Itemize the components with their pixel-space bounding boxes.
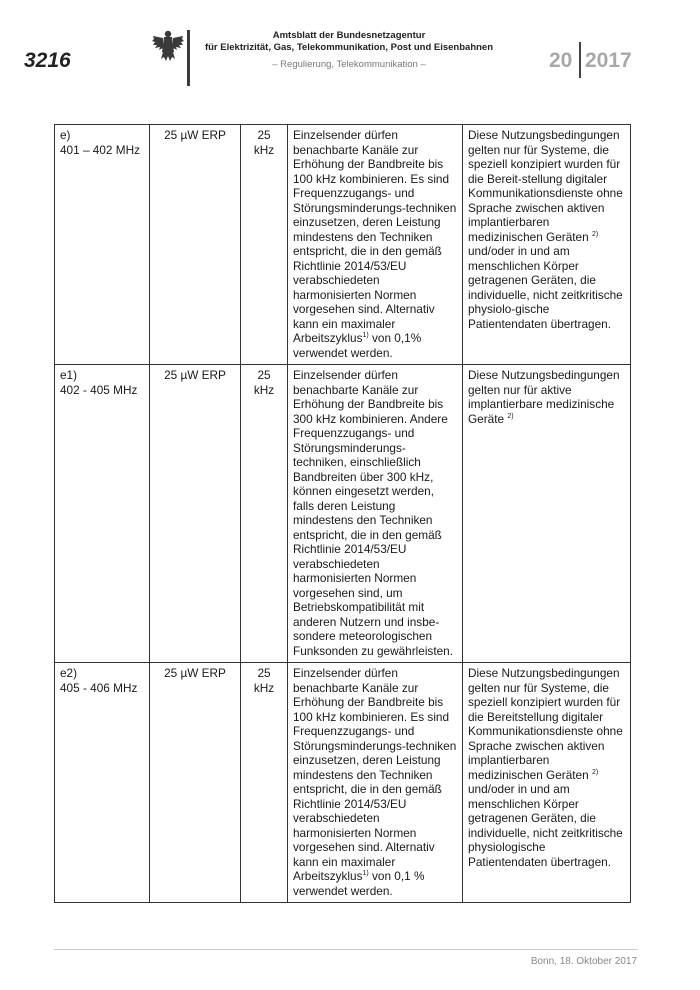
footer-date: Bonn, 18. Oktober 2017 (530, 956, 637, 967)
footer-divider (54, 949, 638, 950)
channel-value: 25 (257, 128, 271, 142)
band-range: 401 – 402 MHz (60, 142, 141, 157)
channel-unit: kHz (253, 142, 275, 157)
access-text: Einzelsender dürfen benachbarte Kanäle zur Erhöhung der Bandbreite bis 300 kHz kombinieren. Andere Frequenzzugangs- und Störungsminderungs-techniken, einschließlich Bandbreiten über 300 kHz, können eingesetzt werden, falls deren Leistung mindestens den Techniken entspricht, die in den gemäß Richtlinie 2014/53/EU verabschiedeten harmonisierten Normen vorgesehen sind, um Betriebskompatibilität mit anderen Nutzern und insbe-sondere meteorologischen Funksonden zu gewährleisten. (293, 368, 454, 658)
channel-value: 25 (257, 368, 271, 382)
frequency-band-cell (55, 365, 150, 663)
power-cell: 25 µW ERP (150, 365, 241, 663)
channel-unit: kHz (253, 382, 275, 397)
note-text: Diese Nutzungsbedingungen gelten nur für Systeme, die speziell konzipiert wurden für die Bereitstellung digitaler Kommunikationsdienste ohne Sprache zwischen aktiven implantierbaren medizinischen Geräten (468, 666, 623, 782)
power-cell: 25 µW ERP (150, 663, 241, 903)
band-label: e) (60, 128, 71, 142)
publication-title-line2: für Elektrizität, Gas, Telekommunikation, Post und Eisenbahnen (204, 42, 494, 53)
channel-spacing-cell (241, 365, 288, 663)
publication-subtitle: – Regulierung, Telekommunikation – (272, 59, 426, 70)
access-conditions-cell (288, 663, 463, 903)
federal-eagle-logo (152, 28, 184, 66)
page-number: 3216 (24, 49, 71, 72)
access-conditions-cell (288, 365, 463, 663)
issue-number: 20 (549, 49, 573, 72)
publication-title-line1: Amtsblatt der Bundesnetzagentur (272, 30, 426, 41)
access-text: Einzelsender dürfen benachbarte Kanäle zur Erhöhung der Bandbreite bis 100 kHz kombinieren. Es sind Frequenzzugangs- und Störungsminderungs-techniken einzusetzen, deren Leistung mindestens den Techniken entspricht, die in den gemäß Richtlinie 2014/53/EU verabschiedeten harmonisierten Normen vorgesehen sind. Alternativ kann ein maximaler Arbeitszyklus (293, 128, 457, 345)
footnote-ref: 2) (591, 230, 599, 238)
access-conditions-cell (288, 125, 463, 365)
access-text-end: von 0,1 % verwendet werden. (293, 869, 425, 898)
frequency-table (54, 124, 631, 903)
channel-spacing-cell (241, 125, 288, 365)
note-text-end: und/oder in und am menschlichen Körper getragenen Geräten, die individuelle, nicht zeitkritische physiologische Patientendaten übertragen. (468, 782, 623, 869)
usage-note-cell (463, 663, 631, 903)
issue-year: 2017 (585, 49, 632, 72)
channel-value: 25 (257, 666, 271, 680)
band-label: e1) (60, 368, 78, 382)
frequency-band-cell (55, 663, 150, 903)
frequency-band-cell (55, 125, 150, 365)
band-range: 402 - 405 MHz (60, 382, 138, 397)
footnote-ref: 2) (591, 768, 599, 776)
access-text: Einzelsender dürfen benachbarte Kanäle zur Erhöhung der Bandbreite bis 100 kHz kombinieren. Es sind Frequenzzugangs- und Störungsminderungs-techniken einzusetzen, deren Leistung mindestens den Techniken entspricht, die in den gemäß Richtlinie 2014/53/EU verabschiedeten harmonisierten Normen vorgesehen sind. Alternativ kann ein maximaler Arbeitszyklus (293, 666, 457, 883)
publication-title (190, 30, 508, 54)
table-row (55, 365, 631, 663)
usage-note-cell (463, 125, 631, 365)
table-row (55, 125, 631, 365)
usage-note-cell (463, 365, 631, 663)
footnote-ref: 1) (362, 332, 369, 340)
access-text-end: von 0,1% verwendet werden. (293, 331, 422, 360)
footnote-ref: 1) (362, 870, 369, 878)
note-text: Diese Nutzungsbedingungen gelten nur für Systeme, die speziell konzipiert wurden für die Bereit-stellung digitaler Kommunikationsdienste ohne Sprache zwischen aktiven implantierbaren medizinischen Geräten (468, 128, 623, 244)
channel-spacing-cell (241, 663, 288, 903)
power-cell: 25 µW ERP (150, 125, 241, 365)
table-row (55, 663, 631, 903)
band-label: e2) (60, 666, 78, 680)
issue-divider (579, 42, 581, 78)
footnote-ref: 2) (507, 412, 514, 420)
channel-unit: kHz (253, 680, 275, 695)
note-text: Diese Nutzungsbedingungen gelten nur für aktive implantierbare medizinische Geräte (468, 368, 620, 426)
note-text-end: und/oder in und am menschlichen Körper getragenen Geräten, die individuelle, nicht zeitkritische physiolo-gische Patientendaten übertragen. (468, 244, 623, 331)
band-range: 405 - 406 MHz (60, 680, 138, 695)
